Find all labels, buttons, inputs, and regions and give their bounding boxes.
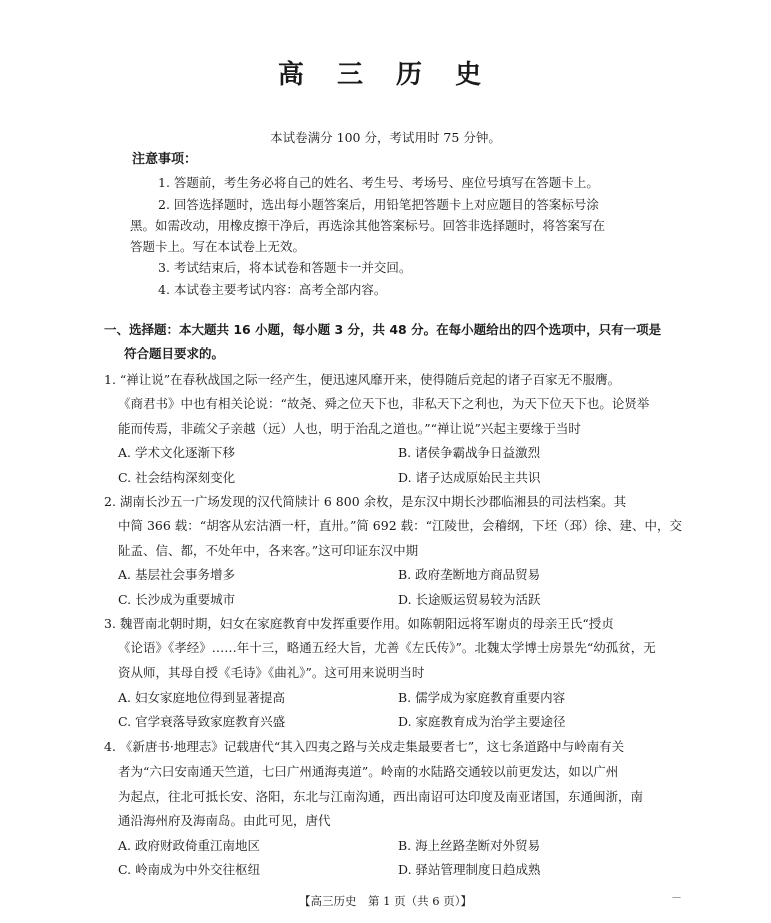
exam-intro: 本试卷满分 100 分，考试用时 75 分钟。	[270, 130, 501, 145]
notice-line: 4. 本试卷主要考试内容：高考全部内容。	[158, 282, 387, 297]
option-a: A. 基层社会事务增多	[118, 567, 235, 582]
question-text: 《商君书》中也有相关论说：“故尧、舜之位天下也，非私天下之利也，为天下位天下也。论贤举	[118, 396, 650, 411]
option-a: A. 妇女家庭地位得到显著提高	[118, 690, 285, 705]
notice-line: 2. 回答选择题时，选出每小题答案后，用铅笔把答题卡上对应题目的答案标号涂	[158, 197, 599, 212]
question-text: 为起点，往北可抵长安、洛阳，东北与江南沟通，西出南诏可达印度及南亚诸国，东通闽浙，南	[118, 789, 644, 804]
notice-line: 1. 答题前，考生务必将自己的姓名、考生号、考场号、座位号填写在答题卡上。	[158, 175, 599, 190]
question-text: 1. “禅让说”在春秋战国之际一经产生，便迅速风靡开来，使得随后竞起的诸子百家无不服膺。	[104, 372, 621, 387]
notice-line: 答题卡上。写在本试卷上无效。	[130, 239, 306, 254]
section-heading-cont: 符合题目要求的。	[124, 346, 225, 361]
option-d: D. 家庭教育成为治学主要途径	[398, 714, 566, 729]
notice-line: 3. 考试结束后，将本试卷和答题卡一并交回。	[158, 260, 412, 275]
question-text: 资从师，其母自授《毛诗》《曲礼》”。这可用来说明当时	[118, 665, 425, 680]
section-heading: 一、选择题：本大题共 16 小题，每小题 3 分，共 48 分。在每小题给出的四个选项中，只有一项是	[104, 322, 662, 337]
option-a: A. 学术文化逐渐下移	[118, 445, 235, 460]
option-d: D. 驿站管理制度日趋成熟	[398, 862, 541, 877]
option-d: D. 长途贩运贸易较为活跃	[398, 592, 541, 607]
option-c: C. 社会结构深刻变化	[118, 470, 236, 485]
question-text: 者为“六曰安南通天竺道，七曰广州通海夷道”。岭南的水陆路交通较以前更发达，如以广州	[118, 764, 619, 779]
question-text: 《论语》《孝经》……年十三，略通五经大旨，尤善《左氏传》”。北魏太学博士房景先“幼孤贫，无	[118, 640, 656, 655]
question-text: 阯孟、信、都，不处年中，各来客。”这可印证东汉中期	[118, 543, 419, 558]
option-b: B. 儒学成为家庭教育重要内容	[398, 690, 566, 705]
question-text: 通沿海州府及海南岛。由此可见，唐代	[118, 813, 331, 828]
page-footer: 【高三历史 第 1 页（共 6 页）】	[298, 894, 472, 908]
option-a: A. 政府财政倚重江南地区	[118, 838, 260, 853]
footer-mark: —	[672, 893, 681, 903]
question-text: 2. 湖南长沙五一广场发现的汉代简牍计 6 800 余枚，是东汉中期长沙郡临湘县的司法档案。其	[104, 494, 627, 509]
page-title: 高 三 历 史	[277, 60, 494, 90]
option-d: D. 诸子达成原始民主共识	[398, 470, 541, 485]
option-c: C. 官学衰落导致家庭教育兴盛	[118, 714, 286, 729]
notice-line: 黑。如需改动，用橡皮擦干净后，再选涂其他答案标号。回答非选择题时，将答案写在	[130, 218, 606, 233]
question-text: 能而传焉，非疏父子亲越（远）人也，明于治乱之道也。”“禅让说”兴起主要缘于当时	[118, 421, 581, 436]
option-c: C. 岭南成为中外交往枢纽	[118, 862, 261, 877]
notice-heading: 注意事项：	[132, 152, 198, 167]
question-text: 中简 366 载：“胡客从宏沽酒一杆，直卅。”简 692 载：“江陵世，会稽纲，下坯（邳）徐、建、中，交	[118, 518, 683, 533]
option-b: B. 海上丝路垄断对外贸易	[398, 838, 541, 853]
question-text: 3. 魏晋南北朝时期，妇女在家庭教育中发挥重要作用。如陈朝阳远将军谢贞的母亲王氏“授贞	[104, 616, 614, 631]
option-b: B. 诸侯争霸战争日益激烈	[398, 445, 541, 460]
option-b: B. 政府垄断地方商品贸易	[398, 567, 541, 582]
option-c: C. 长沙成为重要城市	[118, 592, 236, 607]
question-text: 4. 《新唐书·地理志》记载唐代“其入四夷之路与关戍走集最要者七”，这七条道路中与岭南有关	[104, 739, 625, 754]
